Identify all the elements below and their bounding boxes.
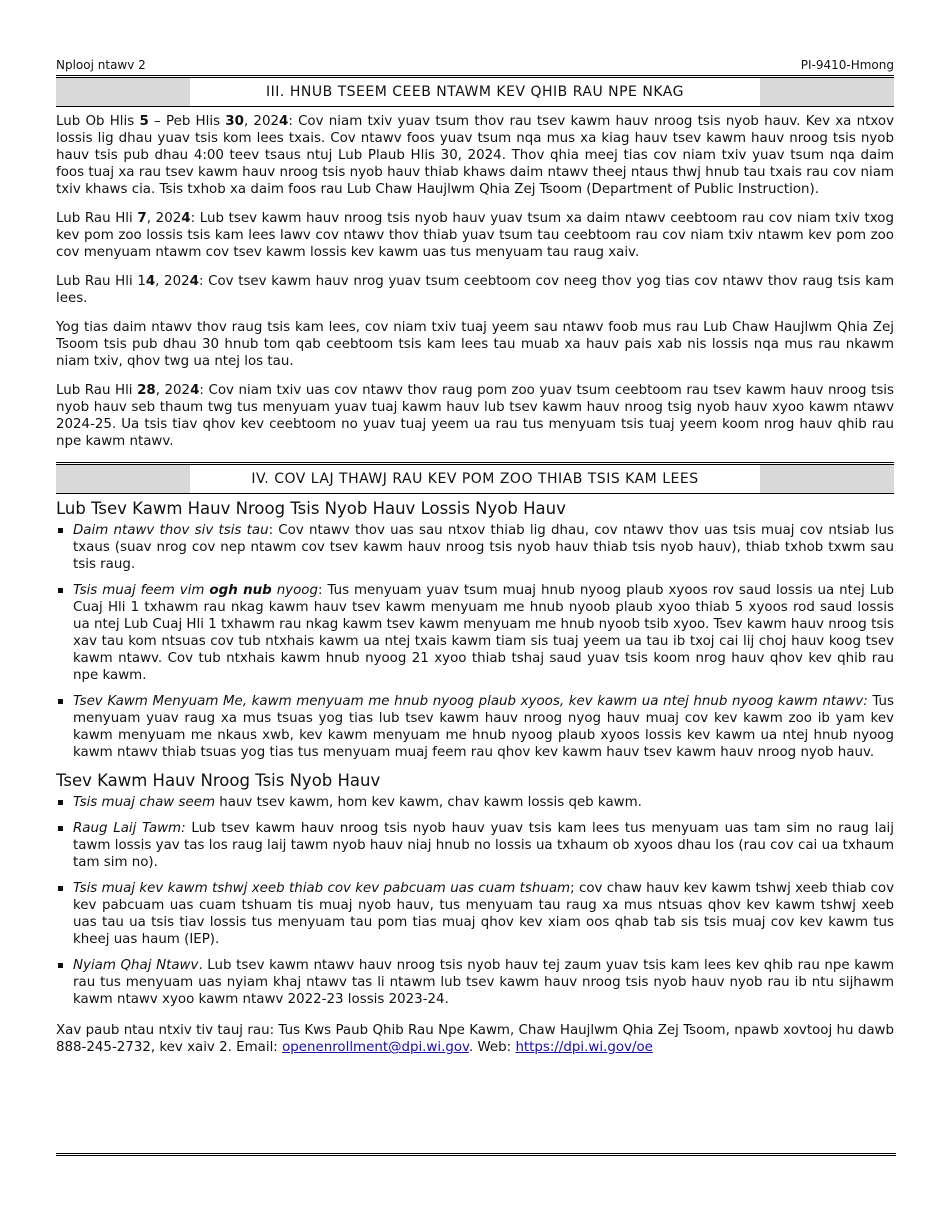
section-3-body: [56, 113, 894, 450]
section-4-title-band: [56, 462, 894, 494]
subsection-1-list: [56, 522, 894, 761]
subsection-2-list: [56, 794, 894, 1008]
section-4-title: IV. COV LAJ THAWJ RAU KEV POM ZOO THIAB TSIS KAM LEES: [251, 471, 699, 487]
list-item: Raug Laij Tawm: Lub tsev kawm hauv nroog tsis nyob hauv yuav tsis kam lees tus menyuam uas tam sim no raug laij tawm lossis yav tas los raug laij tawm nyob hauv niaj hnub no lossis ua txhaum ob xyoos dhau los (rau cov cai ua txhaum tam sim no).: [56, 820, 894, 871]
page: [56, 58, 894, 1056]
form-id: PI-9410-Hmong: [800, 58, 894, 72]
section-3-title-band: [56, 75, 894, 107]
list-item: Tsis muaj feem vim ogh nub nyoog: Tus menyuam yuav tsum muaj hnub nyoog plaub xyoos rov saud lossis ua ntej Lub Cuaj Hli 1 txhawm rau nkag kawm hauv tsev kawm menyuam me hnub nyoob plaub xyoo thiab 5 xyoos rod saud lossis ua ntej Lub Cuaj Hli 1 txhawm rau nkag kawm tsev kawm menyuam me hnub nyoob tsib xyoo. Tsev kawm hauv nroog tsis xav tau kom ntsuas cov tub ntxhais kawm ua ntej txais kawm tiam sis tuaj yeem ua tau ib txoj cai lij choj hauv koog tsev kawm ntawv. Cov tub ntxhais kawm hnub nyoog 21 xyoo thiab tshaj saud yuav tsis koom nrog hauv qhov kev qhib rau npe kawm.: [56, 582, 894, 684]
contact-info: Xav paub ntau ntxiv tiv tauj rau: Tus Kws Paub Qhib Rau Npe Kawm, Chaw Haujlwm Qhia Zej Tsoom, npawb xovtooj hu dawb 888-245-2732, kev xaiv 2. Email: openenrollment@dpi.wi.gov. Web: https://dpi.wi.gov/oe: [56, 1023, 894, 1055]
list-item: Tsis muaj chaw seem hauv tsev kawm, hom kev kawm, chav kawm lossis qeb kawm.: [56, 794, 894, 811]
subsection-1-heading: Lub Tsev Kawm Hauv Nroog Tsis Nyob Hauv Lossis Nyob Hauv: [56, 499, 566, 518]
paragraph-appeal: Yog tias daim ntawv thov raug tsis kam lees, cov niam txiv tuaj yeem sau ntawv foob mus rau Lub Chaw Haujlwm Qhia Zej Tsoom tsis pub dhau 30 hnub tom qab ceebtoom tsis kam lees tau muab xa hauv pais xab nis lossis nqa mus rau nkawm niam txiv, qhov twg ua ntej los tau.: [56, 320, 894, 369]
page-header: [56, 58, 894, 72]
list-item: Nyiam Qhaj Ntawv. Lub tsev kawm ntawv hauv nroog tsis nyob hauv tej zaum yuav tsis kam lees kev qhib rau npe kawm rau tus menyuam uas nyiam khaj ntawv tas li ntawm lub tsev kawm hauv nroog tsis nyob hauv nyob rau ib ntu sijhawm kawm ntawv xyoo kawm ntawv 2022-23 lossis 2023-24.: [56, 957, 894, 1008]
web-link[interactable]: https://dpi.wi.gov/oe: [515, 1040, 653, 1055]
list-item: Tsis muaj kev kawm tshwj xeeb thiab cov kev pabcuam uas cuam tshuam; cov chaw hauv kev kawm tshwj xeeb thiab cov kev pabcuam uas cuam tshuam tis muaj nyob hauv, tus menyuam tau raug xa mus ntsuas qhov kev kawm tshwj xeeb uas tau ua tsis tiav lossis tus menyuam tau pom tias muaj qhov kev xiam oos qhab tab sis tsis muaj cov kev kawm tus kheej uas haum (IEP).: [56, 880, 894, 948]
footer-rule: [56, 1153, 896, 1156]
list-item: Daim ntawv thov siv tsis tau: Cov ntawv thov uas sau ntxov thiab lig dhau, cov ntawv thov uas tsis muaj cov ntsiab lus txaus (suav nrog cov nep ntawm cov tsev kawm hauv nroog tsis nyob hauv thiab tsis nyob hauv), thiab txhob txwm sau tsis raug.: [56, 522, 894, 573]
paragraph-june-28: Lub Rau Hli 28, 2024: Cov niam txiv uas cov ntawv thov raug pom zoo yuav tsum ceebtoom rau tsev kawm hauv nroog tsis nyob hauv seb thaum twg tus menyuam yuav tuaj kawm hauv lub tsev kawm hauv nroog tsig nyob hauv xyoo kawm ntawv 2024-25. Ua tsis tiav qhov kev ceebtoom no yuav tuaj yeem ua rau tus menyuam tsis tuaj yeem koom nrog hauv qhib rau npe kawm ntawv.: [56, 383, 894, 449]
section-3-title: III. HNUB TSEEM CEEB NTAWM KEV QHIB RAU NPE NKAG: [266, 84, 684, 100]
paragraph-june-7: Lub Rau Hli 7, 2024: Lub tsev kawm hauv nroog tsis nyob hauv yuav tsum xa daim ntawv ceebtoom rau cov niam txiv txog kev pom zoo lossis tsis kam lees lawv cov ntawv thov thiab yuav tsum tau ceebtoom rau cov niam txiv ntawm kev pom zoo cov menyuam ntawm cov tsev kawm lossis kev kawm uas tus menyuam tau raug xaiv.: [56, 211, 894, 260]
email-link[interactable]: openenrollment@dpi.wi.gov: [282, 1040, 469, 1055]
paragraph-june-14: Lub Rau Hli 14, 2024: Cov tsev kawm hauv nrog yuav tsum ceebtoom cov neeg thov yog tias cov ntawv thov raug tsis kam lees.: [56, 274, 894, 306]
subsection-2-heading: Tsev Kawm Hauv Nroog Tsis Nyob Hauv: [56, 771, 381, 790]
paragraph-feb-mar: Lub Ob Hlis 5 – Peb Hlis 30, 2024: Cov niam txiv yuav tsum thov rau tsev kawm hauv nroog tsis nyob hauv. Kev xa ntxov lossis lig dhau yuav tsis kom lees txais. Cov ntawv foos yuav tsum nqa mus xa kiag hauv tsev kawm hauv nroog tsis nyob hauv tsis pub dhau 4:00 teev tsaus ntuj Lub Plaub Hlis 30, 2024. Thov qhia meej tias cov niam txiv yuav tsum nqa daim foos tuaj xa rau tsev kawm hauv nroog tsis nyob hauv thiab khaws daim ntawv theej ntaus thwj hnub tau txais rau cov niam txiv khaws cia. Tsis txhob xa daim foos rau Lub Chaw Haujlwm Qhia Zej Tsoom (Department of Public Instruction).: [56, 114, 894, 197]
list-item: Tsev Kawm Menyuam Me, kawm menyuam me hnub nyoog plaub xyoos, kev kawm ua ntej hnub nyoog kawm ntawv: Tus menyuam yuav raug xa mus tsuas yog tias lub tsev kawm hauv nroog nyog hauv muaj cov kev kawm zoo ib yam kev kawm menyuam me nkaus xwb, kev kawm menyuam me hnub nyoog plaub xyoos lossis kev kawm ua ntej hnub nyoog kawm ntawv thiab tsuas yog tias tus menyuam muaj feem rau qhov kev kawm hauv tsev kawm hauv nroog nyob hauv.: [56, 693, 894, 761]
page-number-label: Nplooj ntawv 2: [56, 58, 146, 72]
